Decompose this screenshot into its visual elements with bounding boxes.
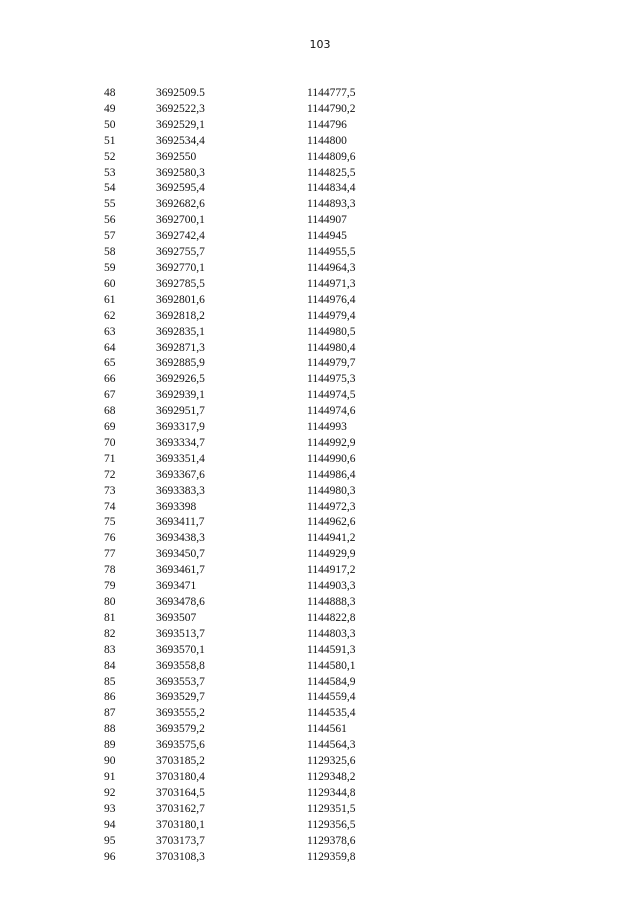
y-coordinate-cell: 1144917,2 [307,564,356,577]
x-coordinate-cell: 3692700,1 [156,214,205,227]
x-coordinate-cell: 3693398 [156,500,197,513]
point-number-cell: 58 [104,246,116,259]
x-coordinate-cell: 3693553,7 [156,675,205,688]
x-coordinate-cell: 3692550 [156,150,197,163]
point-number-cell: 88 [104,723,116,736]
x-coordinate-cell: 3692801,6 [156,293,205,306]
point-number-cell: 55 [104,198,116,211]
y-coordinate-cell: 1144584,9 [307,675,356,688]
x-coordinate-cell: 3692534,4 [156,134,205,147]
y-coordinate-cell: 1144945 [307,230,347,243]
point-number-cell: 53 [104,166,116,179]
y-coordinate-cell: 1144777,5 [307,87,356,99]
x-coordinate-cell: 3693579,2 [156,723,205,736]
y-coordinate-cell: 1144976,4 [307,293,356,306]
y-coordinate-cell: 1129348,2 [307,770,356,783]
y-coordinate-cell: 1144822,8 [307,611,356,624]
y-coordinate-cell: 1144907 [307,214,347,227]
point-number-cell: 54 [104,182,116,195]
x-coordinate-cell: 3693529,7 [156,691,205,704]
point-number-cell: 80 [104,596,116,608]
y-coordinate-cell: 1144986,4 [307,468,356,481]
x-coordinate-cell: 3692509.5 [156,87,205,99]
x-coordinate-cell: 3693411,7 [156,516,205,529]
point-number-cell: 93 [104,802,116,815]
x-coordinate-cell: 3703164,5 [156,786,205,799]
point-number-cell: 65 [104,357,116,370]
point-number-cell: 50 [104,118,116,131]
point-number-cell: 83 [104,643,116,656]
x-coordinate-cell: 3693575,6 [156,739,205,752]
x-coordinate-cell: 3692818,2 [156,309,205,322]
y-coordinate-cell: 1144974,5 [307,389,356,402]
point-number-cell: 89 [104,739,116,752]
point-number-cell: 91 [104,770,116,783]
y-coordinate-cell: 1144941,2 [307,532,356,545]
point-number-cell: 85 [104,675,116,688]
x-coordinate-cell: 3692885,9 [156,357,205,370]
y-coordinate-cell: 1129351,5 [307,802,356,815]
point-number-cell: 70 [104,436,116,449]
x-coordinate-cell: 3693570,1 [156,643,205,656]
point-number-cell: 52 [104,150,116,163]
y-coordinate-cell: 1144535,4 [307,707,356,720]
x-coordinate-cell: 3703173,7 [156,834,205,847]
x-coordinate-cell: 3692835,1 [156,325,205,338]
point-number-cell: 77 [104,548,116,561]
x-coordinate-cell: 3693461,7 [156,564,205,577]
point-number-cell: 59 [104,261,116,274]
point-number-cell: 75 [104,516,116,529]
x-coordinate-cell: 3703162,7 [156,802,205,815]
point-number-cell: 81 [104,611,116,624]
point-number-cell: 92 [104,786,116,799]
x-coordinate-cell: 3692529,1 [156,118,205,131]
y-coordinate-cell: 1144971,3 [307,277,356,290]
x-coordinate-cell: 3693383,3 [156,484,205,497]
point-number-cell: 86 [104,691,116,704]
y-coordinate-cell: 1144561 [307,723,347,736]
x-coordinate-cell: 3693513,7 [156,627,205,640]
point-number-cell: 51 [104,134,116,147]
x-coordinate-cell: 3703180,1 [156,818,205,831]
y-coordinate-cell: 1144591,3 [307,643,356,656]
y-coordinate-cell: 1129344,8 [307,786,356,799]
point-number-cell: 96 [104,850,116,863]
y-coordinate-cell: 1129378,6 [307,834,356,847]
y-coordinate-cell: 1144564,3 [307,739,356,752]
point-number-cell: 64 [104,341,116,354]
y-coordinate-cell: 1144980,5 [307,325,356,338]
point-number-cell: 68 [104,405,116,418]
x-coordinate-cell: 3692785,5 [156,277,205,290]
point-number-cell: 76 [104,532,116,545]
y-coordinate-cell: 1144980,4 [307,341,356,354]
x-coordinate-cell: 3693471 [156,580,197,593]
x-coordinate-cell: 3693450,7 [156,548,205,561]
x-coordinate-cell: 3693438,3 [156,532,205,545]
y-coordinate-cell: 1144800 [307,134,347,147]
x-coordinate-cell: 3692939,1 [156,389,205,402]
y-coordinate-cell: 1129325,6 [307,755,356,768]
x-coordinate-cell: 3693555,2 [156,707,205,720]
x-coordinate-cell: 3692522,3 [156,102,205,115]
y-coordinate-cell: 1144964,3 [307,261,356,274]
point-number-cell: 71 [104,452,116,465]
x-coordinate-cell: 3692755,7 [156,246,205,259]
point-number-cell: 78 [104,564,116,577]
point-number-cell: 82 [104,627,116,640]
x-coordinate-cell: 3693478,6 [156,596,205,608]
point-number-cell: 56 [104,214,116,227]
x-coordinate-cell: 3692770,1 [156,261,205,274]
point-number-cell: 84 [104,659,116,672]
y-coordinate-cell: 1144929,9 [307,548,356,561]
y-coordinate-cell: 1144796 [307,118,347,131]
point-number-cell: 79 [104,580,116,593]
y-coordinate-cell: 1144972,3 [307,500,356,513]
x-coordinate-cell: 3693351,4 [156,452,205,465]
x-coordinate-cell: 3693334,7 [156,436,205,449]
point-number-cell: 49 [104,102,116,115]
y-coordinate-cell: 1144803,3 [307,627,356,640]
y-coordinate-cell: 1144990,6 [307,452,356,465]
y-coordinate-cell: 1144962,6 [307,516,356,529]
y-coordinate-cell: 1144825,5 [307,166,356,179]
y-coordinate-cell: 1144979,7 [307,357,356,370]
y-coordinate-cell: 1129359,8 [307,850,356,863]
x-coordinate-cell: 3692580,3 [156,166,205,179]
point-number-cell: 63 [104,325,116,338]
x-coordinate-cell: 3693317,9 [156,421,205,434]
y-coordinate-cell: 1144979,4 [307,309,356,322]
y-coordinate-cell: 1129356,5 [307,818,356,831]
y-coordinate-cell: 1144975,3 [307,373,356,386]
page-number: 103 [309,38,331,51]
y-coordinate-cell: 1144888,3 [307,596,356,608]
y-coordinate-cell: 1144809,6 [307,150,356,163]
point-number-cell: 94 [104,818,116,831]
point-number-cell: 66 [104,373,116,386]
point-number-cell: 90 [104,755,116,768]
point-number-cell: 67 [104,389,116,402]
x-coordinate-cell: 3692951,7 [156,405,205,418]
y-coordinate-cell: 1144980,3 [307,484,356,497]
y-coordinate-cell: 1144903,3 [307,580,356,593]
point-number-cell: 60 [104,277,116,290]
point-number-cell: 69 [104,421,116,434]
y-coordinate-cell: 1144790,2 [307,102,356,115]
point-number-cell: 57 [104,230,116,243]
y-coordinate-cell: 1144893,3 [307,198,356,211]
y-coordinate-cell: 1144974,6 [307,405,356,418]
point-number-cell: 62 [104,309,116,322]
x-coordinate-cell: 3693507 [156,611,197,624]
point-number-cell: 87 [104,707,116,720]
point-number-cell: 61 [104,293,116,306]
point-number-cell: 74 [104,500,116,513]
y-coordinate-cell: 1144993 [307,421,347,434]
x-coordinate-cell: 3692926,5 [156,373,205,386]
point-number-cell: 73 [104,484,116,497]
x-coordinate-cell: 3703185,2 [156,755,205,768]
y-coordinate-cell: 1144955,5 [307,246,356,259]
y-coordinate-cell: 1144834,4 [307,182,356,195]
x-coordinate-cell: 3703180,4 [156,770,205,783]
y-coordinate-cell: 1144580,1 [307,659,356,672]
point-number-cell: 95 [104,834,116,847]
x-coordinate-cell: 3703108,3 [156,850,205,863]
y-coordinate-cell: 1144559,4 [307,691,356,704]
point-number-cell: 48 [104,87,116,99]
x-coordinate-cell: 3693558,8 [156,659,205,672]
x-coordinate-cell: 3692682,6 [156,198,205,211]
y-coordinate-cell: 1144992,9 [307,436,356,449]
point-number-cell: 72 [104,468,116,481]
x-coordinate-cell: 3693367,6 [156,468,205,481]
x-coordinate-cell: 3692742,4 [156,230,205,243]
x-coordinate-cell: 3692871,3 [156,341,205,354]
x-coordinate-cell: 3692595,4 [156,182,205,195]
